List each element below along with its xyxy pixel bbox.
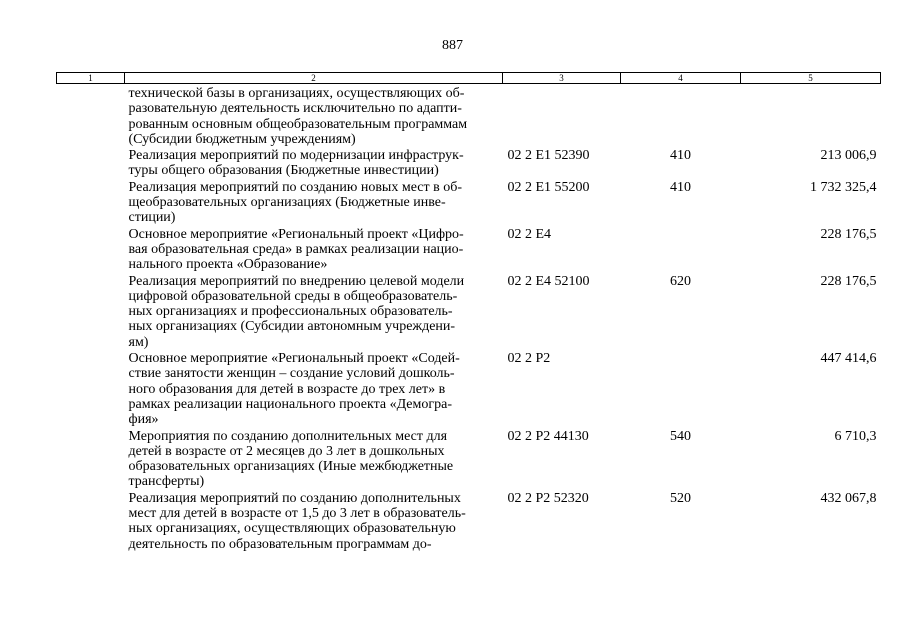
item-name-line: деятельность по образовательным программам до- [128, 536, 432, 552]
target-code: 02 2 P2 [507, 351, 551, 367]
item-name-line: нального проекта «Образование» [128, 257, 328, 273]
amount: 228 176,5 [820, 273, 877, 289]
item-name [125, 350, 503, 427]
item-name-line: (Субсидии бюджетным учреждениям) [128, 131, 356, 147]
table-row [57, 84, 881, 148]
row-number-cell [57, 490, 125, 552]
amount: 228 176,5 [820, 226, 877, 242]
item-name [125, 490, 503, 552]
column-header-5: 5 [741, 73, 881, 84]
column-header-2: 2 [125, 73, 503, 84]
expense-type: 520 [670, 490, 691, 506]
item-name-line: технической базы в организациях, осуществляющих об- [128, 86, 465, 101]
target-code [503, 84, 621, 148]
table-row [57, 179, 881, 226]
item-name-line: Реализация мероприятий по внедрению целевой модели [128, 273, 465, 289]
expense-type [621, 84, 741, 148]
row-number-cell [57, 84, 125, 148]
item-name-line: детей в возрасте от 2 месяцев до 3 лет в дошкольных [128, 443, 445, 459]
item-name [125, 428, 503, 490]
row-number-cell [57, 147, 125, 179]
target-code: 02 2 E1 55200 [507, 179, 590, 195]
table-row [57, 226, 881, 273]
target-code: 02 2 E4 52100 [507, 273, 590, 289]
item-name-line: трансферты) [128, 474, 205, 490]
item-name-line: вая образовательная среда» в рамках реализации нацио- [128, 241, 464, 257]
item-name-line: ям) [128, 334, 149, 350]
item-name [125, 273, 503, 350]
item-name-line: мест для детей в возрасте от 1,5 до 3 лет в образователь- [128, 506, 466, 522]
target-code: 02 2 E4 [507, 226, 552, 242]
item-name-line: рамках реализации национального проекта «Демогра- [128, 396, 452, 412]
row-number-cell [57, 428, 125, 490]
table-row [57, 147, 881, 179]
table-row [57, 273, 881, 350]
column-header-3: 3 [503, 73, 621, 84]
expense-type: 410 [670, 179, 691, 195]
budget-table [56, 72, 881, 552]
expense-type: 620 [670, 273, 691, 289]
item-name-line: Реализация мероприятий по модернизации инфраструк- [128, 148, 464, 164]
row-number-cell [57, 273, 125, 350]
item-name-line: туры общего образования (Бюджетные инвестиции) [128, 163, 439, 179]
item-name-line: ного образования для детей в возрасте до трех лет» в [128, 381, 446, 397]
item-name-line: ствие занятости женщин – создание условий дошколь- [128, 366, 455, 382]
table-row [57, 490, 881, 552]
table-row [57, 428, 881, 490]
item-name-line: рованным основным общеобразовательным программам [128, 116, 468, 132]
column-header-1: 1 [57, 73, 125, 84]
item-name-line: разовательную деятельность исключительно по адапти- [128, 101, 462, 117]
amount: 213 006,9 [820, 148, 877, 164]
item-name [125, 226, 503, 273]
expense-type: 410 [670, 148, 691, 164]
table-body [57, 84, 881, 552]
item-name-line: фия» [128, 412, 159, 428]
amount: 1 732 325,4 [810, 179, 877, 195]
item-name-line: ных организациях и профессиональных образователь- [128, 304, 453, 320]
column-header-4: 4 [621, 73, 741, 84]
amount: 447 414,6 [820, 351, 877, 367]
page-number: 887 [442, 38, 463, 53]
item-name-line: образовательных организациях (Иные межбюджетные [128, 459, 454, 475]
row-number-cell [57, 350, 125, 427]
item-name-line: Реализация мероприятий по созданию новых мест в об- [128, 179, 462, 195]
target-code: 02 2 P2 52320 [507, 490, 589, 506]
item-name-line: ных организациях, осуществляющих образовательную [128, 521, 456, 537]
item-name-line: Основное мероприятие «Региональный проект «Цифро- [128, 226, 464, 242]
row-number-cell [57, 226, 125, 273]
expense-type [621, 350, 741, 427]
amount: 432 067,8 [820, 490, 877, 506]
table-row [57, 350, 881, 427]
item-name-line: ных организациях (Субсидии автономным учреждени- [128, 319, 456, 335]
item-name-line: щеобразовательных организациях (Бюджетные инве- [128, 195, 446, 211]
item-name-line: Реализация мероприятий по созданию дополнительных [128, 490, 461, 506]
item-name [125, 179, 503, 226]
table-header [57, 73, 881, 84]
row-number-cell [57, 179, 125, 226]
item-name-line: стиции) [128, 210, 176, 226]
expense-type [621, 226, 741, 273]
item-name-line: цифровой образовательной среды в общеобразователь- [128, 288, 458, 304]
amount [741, 84, 881, 148]
item-name [125, 84, 503, 148]
expense-type: 540 [670, 428, 691, 444]
item-name-line: Мероприятия по созданию дополнительных мест для [128, 428, 448, 444]
item-name-line: Основное мероприятие «Региональный проект «Содей- [128, 351, 460, 367]
target-code: 02 2 P2 44130 [507, 428, 589, 444]
target-code: 02 2 E1 52390 [507, 148, 590, 164]
amount: 6 710,3 [834, 428, 877, 444]
item-name [125, 147, 503, 179]
